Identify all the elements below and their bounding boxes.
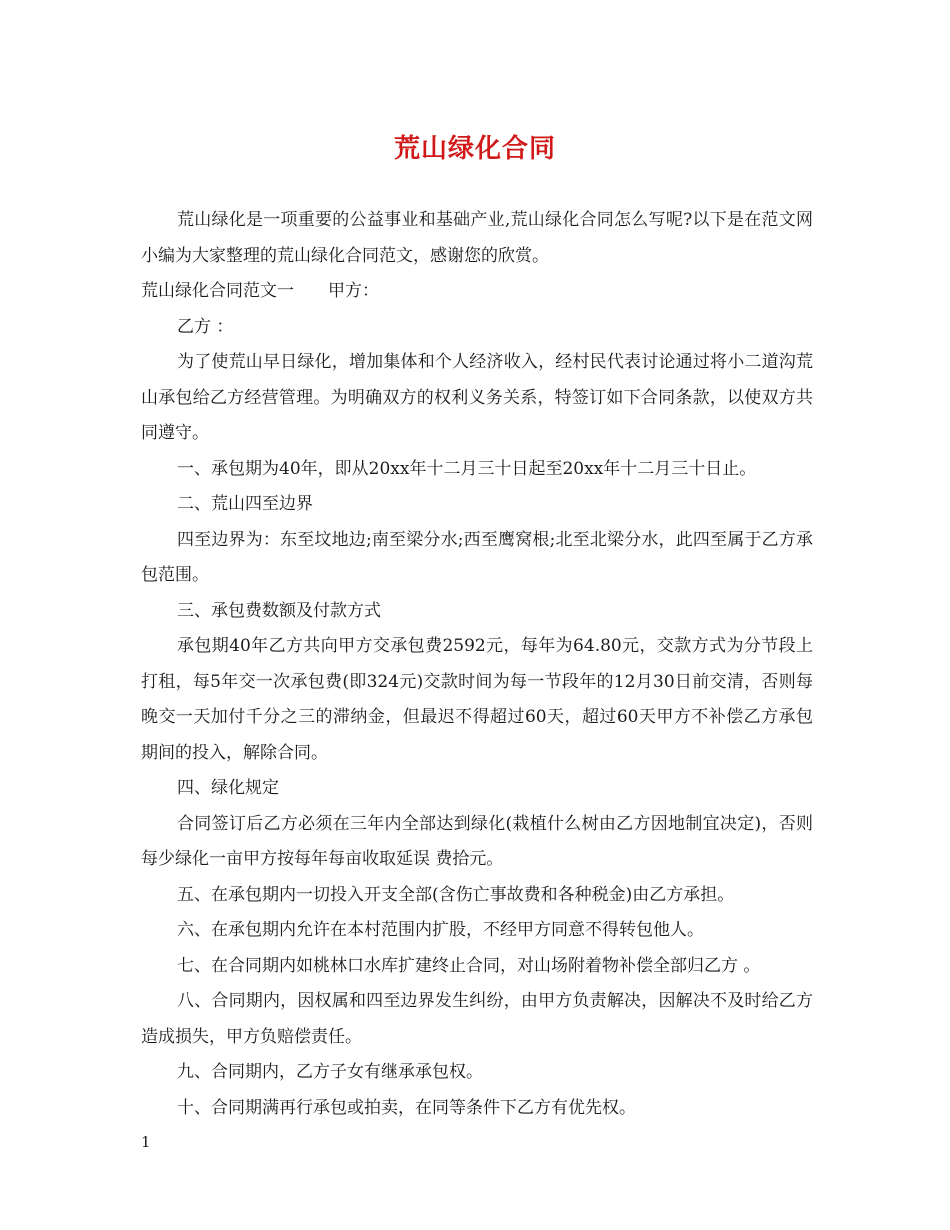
- paragraph: 八、合同期内，因权属和四至边界发生纠纷，由甲方负责解决，因解决不及时给乙方造成损失，甲方负赔偿责任。: [141, 991, 813, 1047]
- paragraph: 荒山绿化合同范文一 甲方：: [141, 281, 379, 301]
- paragraph: 一、承包期为40年，即从20xx年十二月三十日起至20xx年十二月三十日止。: [177, 458, 757, 479]
- paragraph: 七、在合同期内如桃林口水库扩建终止合同，对山场附着物补偿全部归乙方 。: [177, 955, 761, 976]
- paragraph: 二、荒山四至边界: [177, 494, 313, 514]
- document-body: [141, 203, 813, 1126]
- paragraph: 三、承包费数额及付款方式: [177, 600, 381, 621]
- paragraph: 承包期40年乙方共向甲方交承包费2592元，每年为64.80元，交款方式为分节段上打租，每5年交一次承包费(即324元)交款时间为每一节段年的12月30日前交清，否则每晚交一天加付千分之三的滞纳金，但最迟不得超过60天，超过60天甲方不补偿乙方承包期间的投入，解除合同。: [141, 636, 813, 763]
- paragraph: 四、绿化规定: [177, 778, 279, 798]
- paragraph: 五、在承包期内一切投入开支全部(含伤亡事故费和各种税金)由乙方承担。: [177, 884, 735, 905]
- paragraph: 合同签订后乙方必须在三年内全部达到绿化(栽植什么树由乙方因地制宜决定)，否则每少绿化一亩甲方按每年每亩收取延误 费拾元。: [141, 813, 813, 869]
- paragraph: 十、合同期满再行承包或拍卖，在同等条件下乙方有优先权。: [177, 1097, 636, 1118]
- paragraph: 荒山绿化是一项重要的公益事业和基础产业,荒山绿化合同怎么写呢?以下是在范文网小编为大家整理的荒山绿化合同范文，感谢您的欣赏。: [141, 210, 813, 266]
- paragraph: 六、在承包期内允许在本村范围内扩股，不经甲方同意不得转包他人。: [177, 920, 704, 940]
- document-title: 荒山绿化合同: [393, 134, 556, 164]
- page-number: 1: [141, 1133, 151, 1151]
- paragraph: 乙方 ：: [177, 316, 234, 337]
- paragraph: 为了使荒山早日绿化，增加集体和个人经济收入，经村民代表讨论通过将小二道沟荒山承包给乙方经营管理。为明确双方的权利义务关系，特签订如下合同条款，以使双方共同遵守。: [141, 352, 813, 443]
- paragraph: 四至边界为：东至坟地边;南至梁分水;西至鹰窝根;北至北梁分水，此四至属于乙方承包范围。: [141, 529, 813, 585]
- paragraph: 九、合同期内，乙方子女有继承承包权。: [177, 1062, 483, 1082]
